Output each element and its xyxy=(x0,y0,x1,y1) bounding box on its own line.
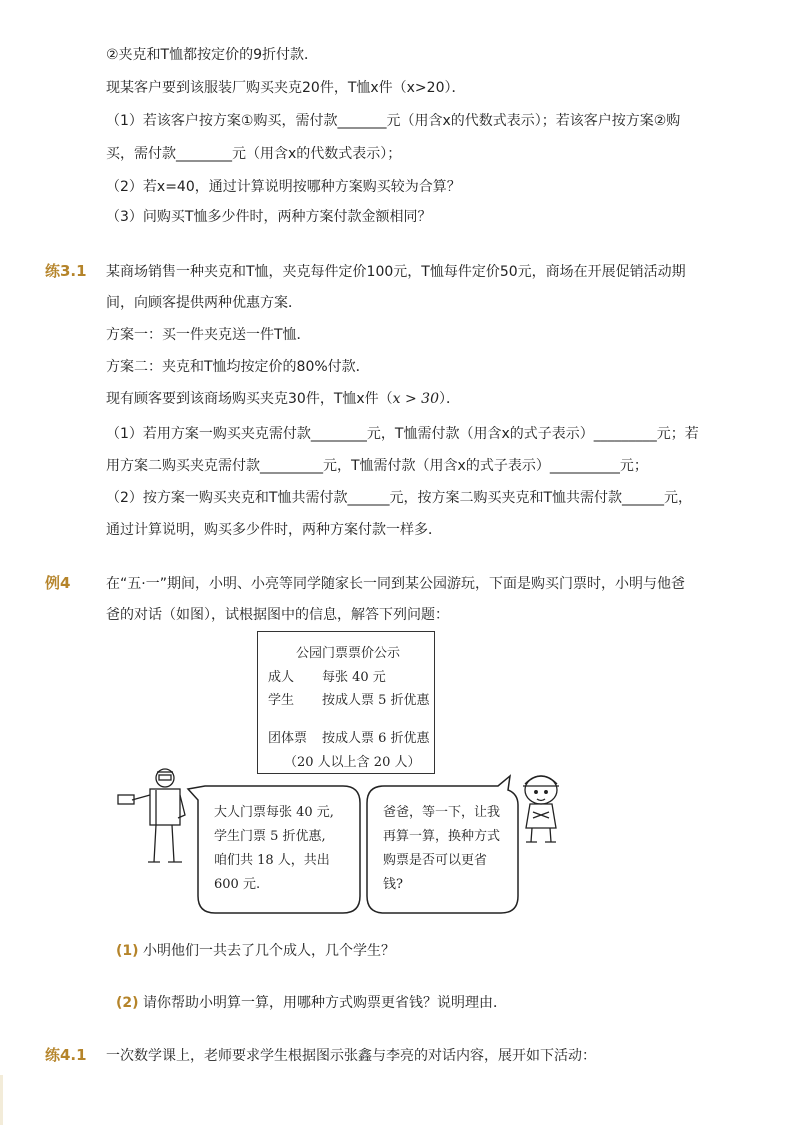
exercise-label: 练3.1 xyxy=(45,262,87,280)
text-line: （1）若用方案一购买夹克需付款________元，T恤需付款（用含x的式子表示）_________元；若 xyxy=(106,426,699,442)
bubble-line: 钱? xyxy=(383,877,403,892)
bubble-line: 购票是否可以更省 xyxy=(383,853,488,868)
text-line: （3）问购买T恤多少件时，两种方案付款金额相同？ xyxy=(106,209,432,225)
text-line: （2）按方案一购买夹克和T恤共需付款______元，按方案二购买夹克和T恤共需付款______元， xyxy=(106,490,693,506)
exercise-label: 练4.1 xyxy=(45,1046,87,1064)
board-adult-price: 每张 40 元 xyxy=(322,670,386,685)
board-group-price: 按成人票 6 折优惠 xyxy=(322,731,430,746)
text-line: 用方案二购买夹克需付款_________元，T恤需付款（用含x的式子表示）__________元； xyxy=(106,458,648,474)
board-student-price: 按成人票 5 折优惠 xyxy=(322,693,430,708)
text-line: 间，向顾客提供两种优惠方案． xyxy=(106,295,302,311)
text-line: 方案一：买一件夹克送一件T恤． xyxy=(106,327,311,343)
text-line: 方案二：夹克和T恤均按定价的80%付款． xyxy=(106,359,370,375)
question-1 xyxy=(116,941,395,961)
board-group-note: （20 人以上含 20 人） xyxy=(284,755,421,770)
text-line: 一次数学课上，老师要求学生根据图示张鑫与李亮的对话内容，展开如下活动： xyxy=(106,1048,596,1064)
text-line: 某商场销售一种夹克和T恤，夹克每件定价100元，T恤每件定价50元，商场在开展促销活动期 xyxy=(106,264,686,280)
text-line: （2）若x=40，通过计算说明按哪种方案购买较为合算？ xyxy=(106,179,461,195)
board-student-label: 学生 xyxy=(268,693,295,708)
left-margin-bar xyxy=(0,1075,3,1125)
question-text: 小明他们一共去了几个成人，几个学生？ xyxy=(143,943,395,959)
text-line: ②夹克和T恤都按定价的9折付款． xyxy=(106,47,319,63)
bubble-line: 学生门票 5 折优惠, xyxy=(214,829,326,844)
child-figure xyxy=(523,776,559,842)
question-number: (1) xyxy=(116,943,139,959)
board-group-label: 团体票 xyxy=(268,731,308,746)
example-label: 例4 xyxy=(45,574,71,592)
question-2 xyxy=(116,993,507,1013)
text-line: 现某客户要到该服装厂购买夹克20件，T恤x件（x>20）． xyxy=(106,80,466,96)
board-adult-label: 成人 xyxy=(268,670,295,685)
bubble-line: 咱们共 18 人，共出 xyxy=(214,853,330,868)
bubble-right-text xyxy=(383,801,500,897)
father-figure xyxy=(118,769,185,862)
text-line: 在“五·一”期间，小明、小亮等同学随家长一同到某公园游玩，下面是购买门票时，小明与他爸 xyxy=(106,576,685,592)
bubble-line: 大人门票每张 40 元, xyxy=(214,805,334,820)
bubble-line: 600 元. xyxy=(214,877,261,892)
math-expression: x > 30 xyxy=(392,391,439,407)
board-title: 公园门票票价公示 xyxy=(296,646,401,661)
text-line: 通过计算说明，购买多少件时，两种方案付款一样多． xyxy=(106,522,442,538)
text-line: 爸的对话（如图），试根据图中的信息，解答下列问题： xyxy=(106,607,449,623)
text-line: 买，需付款________元（用含x的代数式表示）； xyxy=(106,146,402,162)
text-line: （1）若该客户按方案①购买，需付款_______元（用含x的代数式表示）；若该客户按方案②购 xyxy=(106,113,681,129)
question-number: (2) xyxy=(116,995,139,1011)
bubble-line: 爸爸，等一下，让我 xyxy=(383,805,501,820)
text-segment: 现有顾客要到该商场购买夹克30件，T恤x件（ xyxy=(106,391,393,407)
text-segment: ）． xyxy=(439,391,460,407)
bubble-line: 再算一算，换种方式 xyxy=(383,829,501,844)
question-text: 请你帮助小明算一算，用哪种方式购票更省钱？说明理由． xyxy=(143,995,507,1011)
bubble-left-text xyxy=(214,801,334,897)
